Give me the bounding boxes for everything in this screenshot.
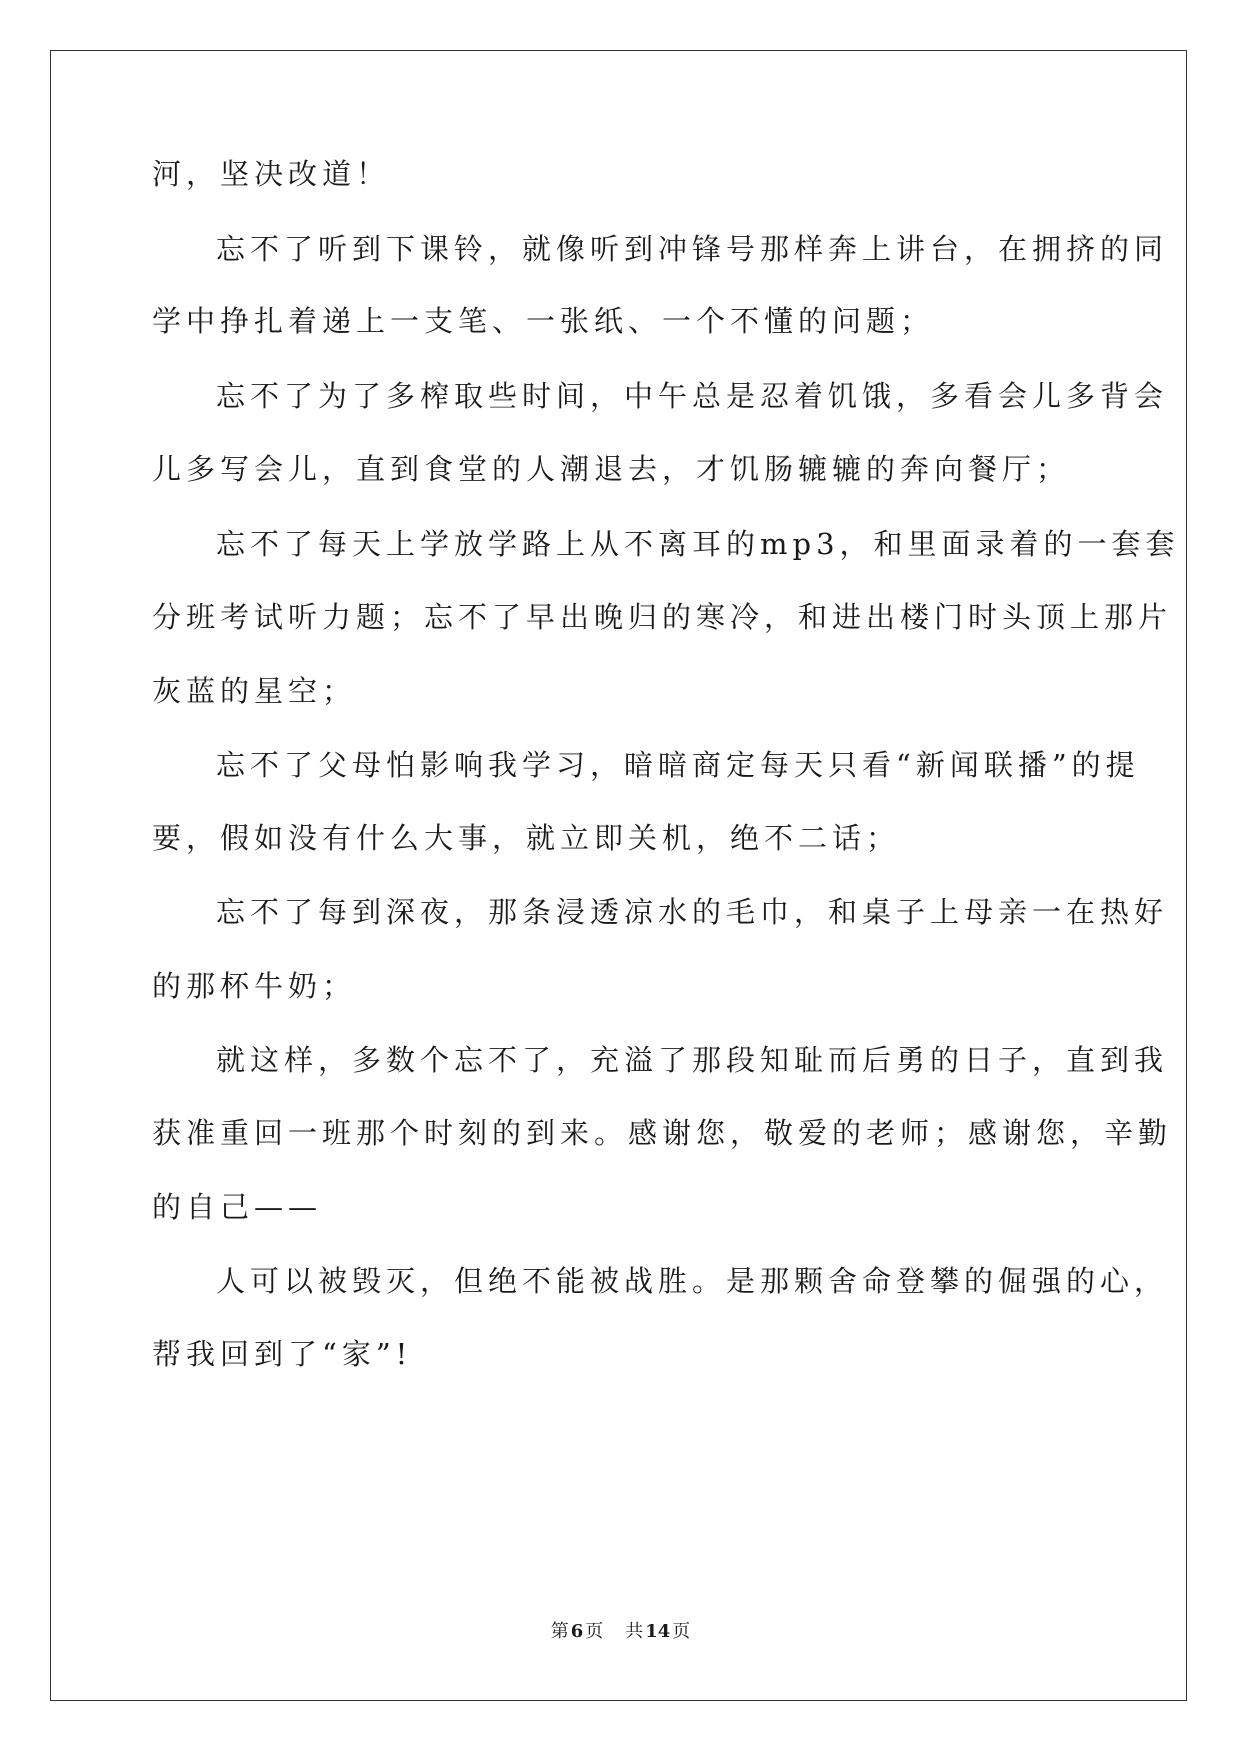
body-line-3: 学中挣扎着递上一支笔、一张纸、一个不懂的问题； [152,304,935,338]
body-line-9: 忘不了父母怕影响我学习，暗暗商定每天只看“新闻联播”的提 [216,748,1140,782]
body-line-6: 忘不了每天上学放学路上从不离耳的mp3，和里面录着的一套套 [216,527,1180,561]
body-line-2: 忘不了听到下课铃，就像听到冲锋号那样奔上讲台，在拥挤的同 [216,232,1169,266]
page-frame [50,50,1187,1701]
body-line-8: 灰蓝的星空； [152,674,357,708]
body-line-15: 的自己—— [152,1190,323,1224]
body-line-13: 就这样，多数个忘不了，充溢了那段知耻而后勇的日子，直到我 [216,1043,1169,1077]
page-footer [0,1620,1241,1644]
body-line-7: 分班考试听力题；忘不了早出晚归的寒冷，和进出楼门时头顶上那片 [152,600,1173,634]
body-line-10: 要，假如没有什么大事，就立即关机，绝不二话； [152,821,901,855]
body-line-17: 帮我回到了“家”! [152,1337,413,1371]
footer-page-suffix: 页 [585,1621,604,1642]
body-line-14: 获准重回一班那个时刻的到来。感谢您，敬爱的老师；感谢您，辛勤 [152,1116,1173,1150]
body-line-4: 忘不了为了多榨取些时间，中午总是忍着饥饿，多看会儿多背会 [216,379,1169,413]
footer-total-pages: 14 [645,1621,671,1642]
footer-total-prefix: 共 [625,1621,644,1642]
body-line-5: 儿多写会儿，直到食堂的人潮退去，才饥肠辘辘的奔向餐厅； [152,452,1071,486]
body-line-1: 河，坚决改道！ [152,157,391,191]
body-line-11: 忘不了每到深夜，那条浸透凉水的毛巾，和桌子上母亲一在热好 [216,895,1169,929]
footer-total-suffix: 页 [672,1621,691,1642]
body-line-16: 人可以被毁灭，但绝不能被战胜。是那颗舍命登攀的倔强的心， [216,1264,1169,1298]
body-line-12: 的那杯牛奶； [152,969,357,1003]
footer-current-page: 6 [570,1621,584,1642]
footer-prefix: 第 [550,1621,569,1642]
